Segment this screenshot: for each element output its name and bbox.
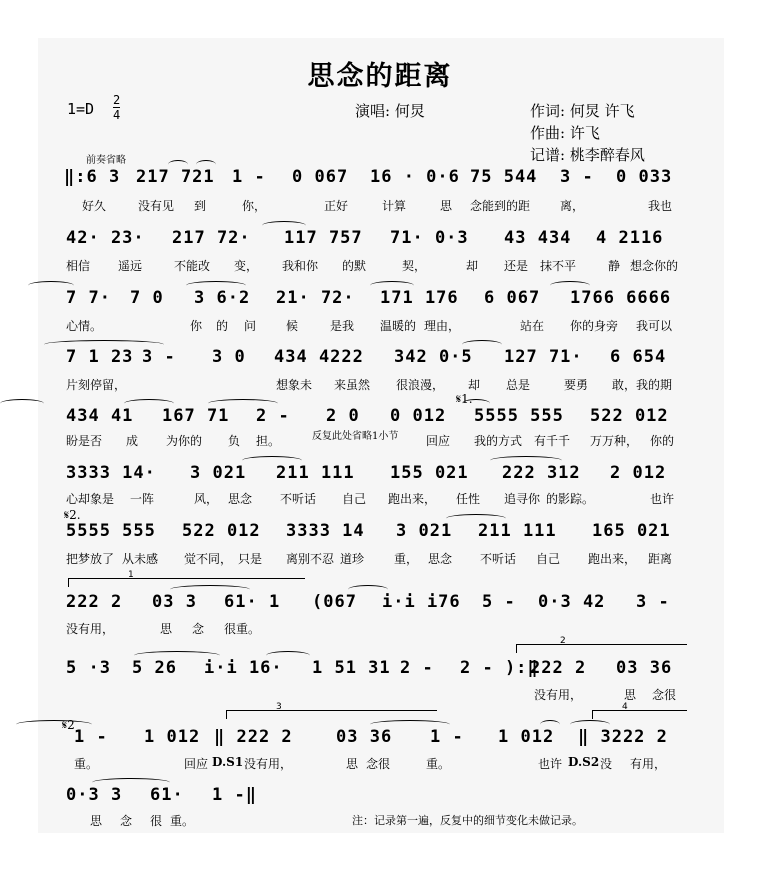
lyric: 思 — [440, 199, 453, 213]
lyric: 候 — [286, 319, 299, 333]
measure: 217 721 — [136, 167, 215, 187]
segno-1: 𝄋1. — [456, 392, 473, 406]
measure: i·i 16· — [204, 658, 283, 678]
lyric: 很浪漫， — [396, 378, 445, 392]
lyric-row — [64, 686, 686, 702]
measure: 0·3 3 — [66, 785, 123, 805]
measure: 342 0·5 — [394, 347, 473, 367]
tie — [262, 221, 306, 230]
lyric: 也许 — [538, 757, 563, 771]
measure: 165 021 — [592, 521, 671, 541]
lyric: 道珍 — [340, 552, 365, 566]
notation-row — [64, 592, 686, 616]
measure: (067 — [312, 592, 357, 612]
volta-3-label: 3 — [276, 702, 282, 712]
lyric: 重。 — [426, 757, 451, 771]
measure: 0 012 — [390, 406, 447, 426]
measure: 3 - — [142, 347, 176, 367]
lyric: 站在 — [520, 319, 545, 333]
lyric: 重。 — [170, 814, 195, 828]
lyric: 只是 — [238, 552, 263, 566]
measure: 3 6·2 — [194, 288, 251, 308]
measure: 155 021 — [390, 463, 469, 483]
notation-row — [64, 228, 686, 252]
measure: 3333 14 — [286, 521, 365, 541]
lyric: 离， — [560, 199, 585, 213]
measure: 211 111 — [478, 521, 557, 541]
lyric: 从未感 — [122, 552, 159, 566]
lyricist-credit: 作词: 何炅 许飞 — [530, 102, 635, 120]
segno-2: 𝄋2. — [64, 508, 81, 522]
lyric: 的 — [216, 319, 229, 333]
lyric: 我和你 — [282, 259, 319, 273]
tie — [348, 585, 388, 594]
measure: 43 434 — [504, 228, 572, 248]
measure: 7 0 — [130, 288, 164, 308]
measure: 171 176 — [380, 288, 459, 308]
measure: ‖ 222 2 — [214, 727, 293, 747]
measure: 7 1 23 — [66, 347, 134, 367]
lyric: 正好 — [324, 199, 349, 213]
tie — [242, 456, 302, 465]
lyric: 的默 — [342, 259, 367, 273]
measure: 2 - ):‖ — [460, 658, 539, 678]
lyric: 追寻你 — [504, 492, 541, 506]
lyric-row — [64, 197, 686, 213]
lyric: 思 — [90, 814, 103, 828]
lyric: 思 — [346, 757, 359, 771]
time-sig-top: 2 — [113, 93, 121, 107]
measure: 5 ·3 — [66, 658, 111, 678]
lyric: 负 — [228, 434, 241, 448]
measure: 0·3 42 — [538, 592, 606, 612]
lyric: 契， — [402, 259, 427, 273]
volta-2-label: 2 — [560, 636, 566, 646]
lyric: 你的身旁 — [570, 319, 619, 333]
measure: 2 - — [256, 406, 290, 426]
intro-note: 前奏省略 — [86, 155, 126, 166]
lyric: 我可以 — [636, 319, 673, 333]
measure: 4 2116 — [596, 228, 664, 248]
lyric: 没有用， — [534, 688, 583, 702]
lyric: 很重。 — [224, 622, 261, 636]
lyric: 变， — [234, 259, 259, 273]
measure: 5 26 — [132, 658, 177, 678]
lyric: 有千千 — [534, 434, 571, 448]
lyric: 念能到的距 — [470, 199, 531, 213]
measure: 0 067 — [292, 167, 349, 187]
lyric: 回应 — [184, 757, 209, 771]
lyric: 还是 — [504, 259, 529, 273]
measure: 222 312 — [502, 463, 581, 483]
measure: 7 7· — [66, 288, 111, 308]
lyric: 思 — [624, 688, 637, 702]
tie — [196, 160, 216, 169]
notation-row — [64, 347, 686, 371]
volta-4 — [592, 710, 687, 719]
measure: 1 51 31 — [312, 658, 391, 678]
lyric: 静 — [608, 259, 621, 273]
lyric: 不听话 — [480, 552, 517, 566]
measure: 1 012 — [144, 727, 201, 747]
measure: 5555 555 — [66, 521, 156, 541]
lyric: 想象未 — [276, 378, 313, 392]
lyric: 你 — [190, 319, 203, 333]
lyric: 不听话 — [280, 492, 317, 506]
tie — [462, 399, 490, 408]
volta-2 — [516, 644, 687, 653]
lyric: 把梦放了 — [66, 552, 115, 566]
measure: 75 544 — [470, 167, 538, 187]
lyric-row — [64, 490, 686, 506]
tie — [462, 340, 502, 349]
measure: ‖ 3222 2 — [578, 727, 668, 747]
key-signature: 1=D — [67, 100, 95, 118]
measure: 1 - — [74, 727, 108, 747]
lyric-ds2: D.S2 — [568, 755, 600, 769]
tie — [370, 720, 450, 729]
lyric: 遥远 — [118, 259, 143, 273]
singer-credit: 演唱: 何炅 — [355, 102, 425, 120]
lyric: 距离 — [648, 552, 673, 566]
measure: 522 012 — [182, 521, 261, 541]
measure: 434 4222 — [274, 347, 364, 367]
lyric: 好久 — [82, 199, 107, 213]
lyric-row — [64, 755, 686, 771]
measure: 1 - — [430, 727, 464, 747]
measure: 211 111 — [276, 463, 355, 483]
volta-1-label: 1 — [128, 570, 134, 580]
lyric-ds1: D.S1 — [212, 755, 244, 769]
measure: 03 36 — [336, 727, 393, 747]
lyric: 计算 — [382, 199, 407, 213]
lyric: 敢，我的期 — [612, 378, 673, 392]
lyric: 念 — [120, 814, 133, 828]
tie — [134, 651, 220, 660]
lyric: 相信 — [66, 259, 91, 273]
volta-4-label: 4 — [622, 702, 628, 712]
measure: 42· 23· — [66, 228, 145, 248]
measure: 167 71 — [162, 406, 230, 426]
lyric: 任性 — [456, 492, 481, 506]
measure: 5 - — [482, 592, 516, 612]
measure: 16 · 0·6 — [370, 167, 460, 187]
lyric-row — [64, 620, 686, 636]
lyric: 心情。 — [66, 319, 103, 333]
lyric: 不能改 — [174, 259, 211, 273]
measure: 1 - — [232, 167, 266, 187]
lyric: 来虽然 — [334, 378, 371, 392]
measure: 3333 14· — [66, 463, 156, 483]
lyric: 念 — [192, 622, 205, 636]
notation-row — [64, 727, 686, 751]
lyric: 我的方式 — [474, 434, 523, 448]
measure: 1766 6666 — [570, 288, 672, 308]
measure: 5555 555 — [474, 406, 564, 426]
measure: 6 067 — [484, 288, 541, 308]
lyric: 跑出来， — [588, 552, 637, 566]
lyric: 思 — [160, 622, 173, 636]
tie — [28, 281, 74, 290]
measure: 222 2 — [66, 592, 123, 612]
measure: 217 72· — [172, 228, 251, 248]
lyric: 思念 — [228, 492, 253, 506]
lyric: 却 — [466, 259, 479, 273]
tie — [446, 514, 506, 523]
lyric: 自己 — [536, 552, 561, 566]
notation-row — [64, 288, 686, 312]
lyric: 很 — [150, 814, 163, 828]
tie — [0, 399, 44, 408]
lyric-row — [64, 550, 686, 566]
tie — [168, 160, 188, 169]
notation-row — [64, 167, 686, 191]
measure: 3 - — [560, 167, 594, 187]
lyric: 回应 — [426, 434, 451, 448]
lyric-row — [64, 427, 686, 443]
tie — [370, 281, 414, 290]
lyric: 没有见 — [138, 199, 175, 213]
time-sig-bottom: 4 — [113, 108, 121, 122]
measure: 2 - — [400, 658, 434, 678]
lyric: 为你的 — [166, 434, 203, 448]
measure: 222 2 — [530, 658, 587, 678]
lyric: 有用， — [630, 757, 667, 771]
measure: 117 757 — [284, 228, 363, 248]
tie — [16, 720, 92, 729]
song-title: 思念的距离 — [307, 61, 453, 92]
lyric: 跑出来， — [388, 492, 437, 506]
measure: 3 021 — [190, 463, 247, 483]
lyric: 到 — [194, 199, 207, 213]
lyric: 却 — [468, 378, 481, 392]
measure: 434 41 — [66, 406, 134, 426]
time-signature — [113, 94, 120, 121]
notation-row — [64, 658, 686, 682]
tie — [124, 399, 174, 408]
lyric: 没有用， — [244, 757, 293, 771]
measure: 3 - — [636, 592, 670, 612]
measure: 61· 1 — [224, 592, 281, 612]
lyric-row — [64, 376, 686, 392]
repeat-omit-note: 反复此处省略1小节 — [312, 431, 399, 442]
lyric: 重。 — [74, 757, 99, 771]
tie — [490, 456, 562, 465]
measure: 2 012 — [610, 463, 667, 483]
volta-3 — [226, 710, 437, 719]
lyric: 一阵 — [130, 492, 155, 506]
lyric: 抹不平 — [540, 259, 577, 273]
lyric: 你的 — [650, 434, 675, 448]
lyric: 总是 — [506, 378, 531, 392]
lyric: 离别不忍 — [286, 552, 335, 566]
lyric: 问 — [244, 319, 257, 333]
lyric: 心却象是 — [66, 492, 115, 506]
measure: 1 012 — [498, 727, 555, 747]
measure: 6 654 — [610, 347, 667, 367]
lyric: 理由， — [424, 319, 461, 333]
lyric-row — [64, 317, 686, 333]
measure: 127 71· — [504, 347, 583, 367]
composer-credit: 作曲: 许飞 — [530, 124, 600, 142]
tie — [170, 585, 250, 594]
notation-row — [64, 521, 686, 545]
lyric: 成 — [126, 434, 139, 448]
lyric: 你， — [242, 199, 267, 213]
lyric: 自己 — [342, 492, 367, 506]
lyric: 盼是否 — [66, 434, 103, 448]
measure: ‖:6 3 — [64, 167, 121, 187]
notation-row — [64, 463, 686, 487]
measure: 61· — [150, 785, 184, 805]
lyric: 的影踪。 — [546, 492, 595, 506]
measure: 522 012 — [590, 406, 669, 426]
tie — [44, 340, 164, 349]
measure: 03 36 — [616, 658, 673, 678]
measure: 2 0 — [326, 406, 360, 426]
lyric: 没 — [600, 757, 613, 771]
measure: 1 -‖ — [212, 785, 257, 805]
tie — [550, 281, 590, 290]
lyric: 重， — [394, 552, 419, 566]
notation-row — [64, 785, 686, 809]
measure: 21· 72· — [276, 288, 355, 308]
tie — [266, 651, 310, 660]
lyric: 温暖的 — [380, 319, 417, 333]
lyric: 觉不同， — [184, 552, 233, 566]
lyric: 念很 — [652, 688, 677, 702]
tie — [570, 720, 610, 729]
lyric: 风， — [194, 492, 219, 506]
lyric: 念很 — [366, 757, 391, 771]
lyric: 要勇 — [564, 378, 589, 392]
lyric: 想念你的 — [630, 259, 679, 273]
lyric: 是我 — [330, 319, 355, 333]
tie — [208, 399, 278, 408]
measure: 3 0 — [212, 347, 246, 367]
lyric-row — [64, 257, 686, 273]
lyric: 万万种， — [590, 434, 639, 448]
measure: 0 033 — [616, 167, 673, 187]
measure: 3 021 — [396, 521, 453, 541]
footnote: 注：记录第一遍，反复中的细节变化未做记录。 — [352, 814, 583, 827]
lyric: 也许 — [650, 492, 675, 506]
lyric: 思念 — [428, 552, 453, 566]
lyric: 片刻停留， — [66, 378, 127, 392]
measure: i·i i76 — [382, 592, 461, 612]
lyric: 我也 — [648, 199, 673, 213]
tie — [186, 281, 246, 290]
lyric: 没有用， — [66, 622, 115, 636]
lyric: 担。 — [256, 434, 281, 448]
tie — [92, 778, 170, 787]
segno-3: 𝄋2 — [62, 718, 75, 732]
transcriber-credit: 记谱: 桃李醉春风 — [530, 146, 645, 164]
tie — [540, 720, 560, 729]
measure: 71· 0·3 — [390, 228, 469, 248]
measure: 03 3 — [152, 592, 197, 612]
